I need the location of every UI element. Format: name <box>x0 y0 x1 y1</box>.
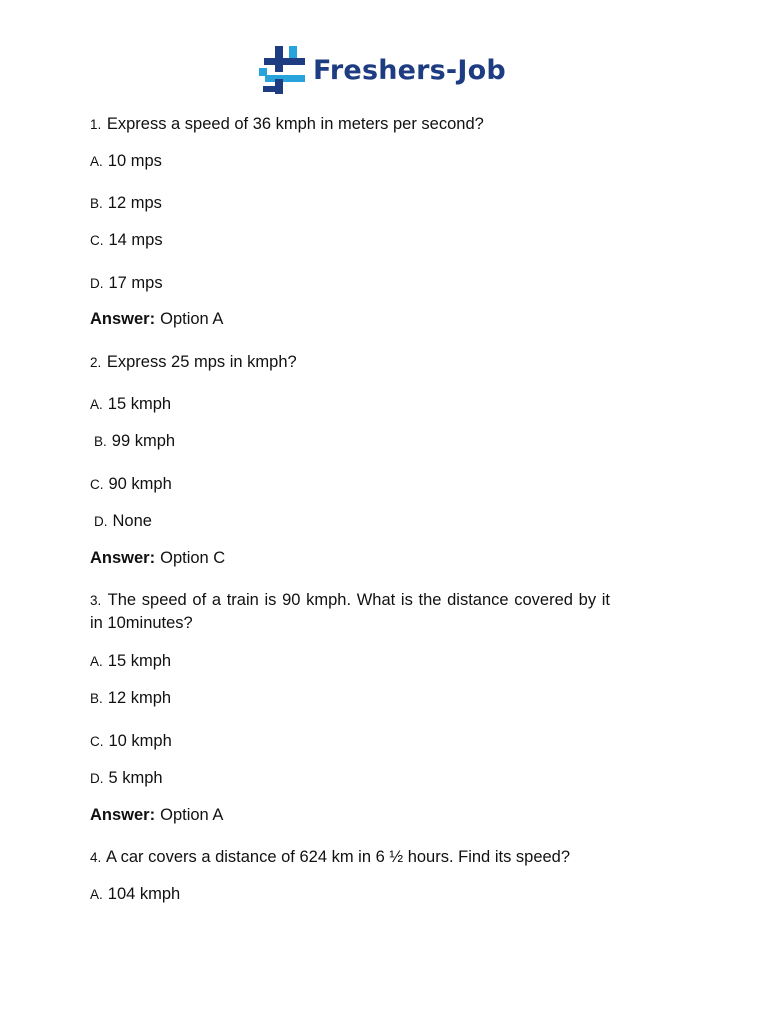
question-4 <box>90 846 570 869</box>
option-letter: C. <box>90 233 104 248</box>
option-text: 14 mps <box>108 231 163 249</box>
option-letter: D. <box>90 771 104 786</box>
answer-value: Option A <box>160 806 224 824</box>
question-number: 1. <box>90 117 102 132</box>
question-text: Express a speed of 36 kmph in meters per second? <box>106 115 484 133</box>
option-text: 99 kmph <box>111 432 176 450</box>
option-text: 5 kmph <box>108 769 163 787</box>
option-text: 104 kmph <box>107 885 181 903</box>
option-letter: B. <box>90 196 103 211</box>
option-c <box>90 473 172 496</box>
option-d <box>90 767 163 790</box>
option-letter: B. <box>94 434 107 449</box>
option-c <box>90 730 172 753</box>
option-letter: D. <box>94 514 108 529</box>
answer-label: Answer: <box>90 310 156 328</box>
option-text: 10 kmph <box>108 732 172 750</box>
option-text: 12 mps <box>107 194 162 212</box>
option-letter: A. <box>90 887 103 902</box>
option-letter: A. <box>90 397 103 412</box>
question-text: The speed of a train is 90 kmph. What is the distance covered by it in 10minutes? <box>90 591 610 632</box>
option-letter: C. <box>90 734 104 749</box>
option-text: 90 kmph <box>108 475 172 493</box>
option-a <box>90 393 171 416</box>
question-number: 3. <box>90 593 102 608</box>
option-letter: A. <box>90 154 103 169</box>
option-b <box>90 687 171 710</box>
option-text: 15 kmph <box>107 652 172 670</box>
option-text: 10 mps <box>107 152 162 170</box>
question-text: A car covers a distance of 624 km in 6 ½ hours. Find its speed? <box>105 848 571 866</box>
option-d <box>94 510 152 533</box>
question-number: 4. <box>90 850 102 865</box>
site-logo <box>259 44 506 96</box>
option-text: 15 kmph <box>107 395 172 413</box>
option-c <box>90 229 163 252</box>
option-a <box>90 150 162 173</box>
question-3 <box>90 589 610 635</box>
question-number: 2. <box>90 355 102 370</box>
option-text: 17 mps <box>108 274 163 292</box>
option-b <box>94 430 175 453</box>
option-text: None <box>112 512 152 530</box>
option-b <box>90 192 162 215</box>
option-letter: D. <box>90 276 104 291</box>
option-letter: A. <box>90 654 103 669</box>
question-2 <box>90 351 297 374</box>
option-letter: C. <box>90 477 104 492</box>
option-text: 12 kmph <box>107 689 172 707</box>
answer-value: Option C <box>160 549 226 567</box>
freshers-job-logo-icon <box>259 45 307 95</box>
question-1 <box>90 113 484 136</box>
option-a <box>90 883 180 906</box>
answer-value: Option A <box>160 310 224 328</box>
answer-2 <box>90 547 225 569</box>
logo-text: Freshers-Job <box>313 54 506 86</box>
answer-1 <box>90 308 223 330</box>
answer-3 <box>90 804 223 826</box>
answer-label: Answer: <box>90 806 156 824</box>
option-a <box>90 650 171 673</box>
option-letter: B. <box>90 691 103 706</box>
option-d <box>90 272 163 295</box>
answer-label: Answer: <box>90 549 156 567</box>
question-text: Express 25 mps in kmph? <box>106 353 297 371</box>
